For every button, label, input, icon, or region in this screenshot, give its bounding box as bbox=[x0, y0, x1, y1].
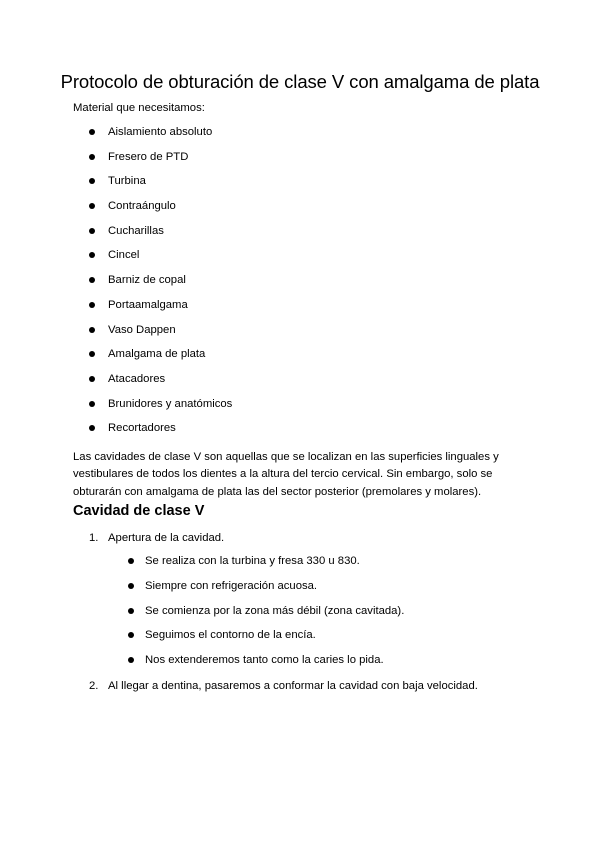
bullet-icon bbox=[89, 351, 95, 357]
step-text: Al llegar a dentina, pasaremos a conformar la cavidad con baja velocidad. bbox=[108, 680, 478, 692]
list-item-text: Atacadores bbox=[108, 372, 166, 385]
list-item bbox=[0, 175, 600, 200]
bullet-icon bbox=[89, 302, 95, 308]
bullet-icon bbox=[89, 425, 95, 431]
list-item bbox=[0, 151, 600, 176]
list-item bbox=[0, 249, 600, 274]
list-item bbox=[0, 398, 600, 423]
list-item-text: Contraángulo bbox=[108, 200, 176, 213]
step-number: 2. bbox=[89, 680, 99, 692]
list-item-text: Seguimos el contorno de la encía. bbox=[145, 629, 316, 642]
list-item bbox=[0, 225, 600, 250]
list-item-text: Turbina bbox=[108, 175, 146, 188]
list-item bbox=[0, 605, 600, 630]
bullet-icon bbox=[89, 203, 95, 209]
bullet-icon bbox=[89, 327, 95, 333]
bullet-icon bbox=[89, 178, 95, 184]
bullet-icon bbox=[89, 401, 95, 407]
list-item bbox=[0, 299, 600, 324]
bullet-icon bbox=[128, 657, 134, 663]
step-number: 1. bbox=[89, 532, 99, 544]
step-text: Apertura de la cavidad. bbox=[108, 532, 225, 544]
list-item-text: Brunidores y anatómicos bbox=[108, 397, 233, 410]
step-sub-list bbox=[0, 555, 600, 679]
bullet-icon bbox=[89, 252, 95, 258]
list-item-text: Siempre con refrigeración acuosa. bbox=[145, 579, 318, 592]
list-item bbox=[0, 629, 600, 654]
list-item bbox=[0, 324, 600, 349]
list-item bbox=[0, 348, 600, 373]
list-item-text: Cincel bbox=[108, 249, 140, 262]
list-item-text: Se comienza por la zona más débil (zona cavitada). bbox=[145, 604, 405, 617]
list-item bbox=[0, 422, 600, 447]
bullet-icon bbox=[89, 277, 95, 283]
materials-list bbox=[0, 126, 600, 447]
bullet-icon bbox=[128, 558, 134, 564]
list-item bbox=[0, 654, 600, 679]
bullet-icon bbox=[128, 583, 134, 589]
list-item-text: Aislamiento absoluto bbox=[108, 126, 213, 138]
bullet-icon bbox=[89, 154, 95, 160]
list-item-text: Vaso Dappen bbox=[108, 323, 176, 336]
list-item bbox=[0, 555, 600, 580]
list-item bbox=[0, 373, 600, 398]
bullet-icon bbox=[89, 376, 95, 382]
page-title: Protocolo de obturación de clase V con amalgama de plata bbox=[60, 71, 540, 92]
bullet-icon bbox=[89, 228, 95, 234]
list-item-text: Fresero de PTD bbox=[108, 150, 189, 163]
list-item-text: Amalgama de plata bbox=[108, 348, 206, 361]
list-item-text: Se realiza con la turbina y fresa 330 u 830. bbox=[145, 555, 360, 567]
list-item bbox=[0, 126, 600, 151]
list-item-text: Cucharillas bbox=[108, 224, 164, 237]
bullet-icon bbox=[128, 608, 134, 614]
list-item-text: Recortadores bbox=[108, 422, 176, 435]
list-item bbox=[0, 274, 600, 299]
section-heading: Cavidad de clase V bbox=[73, 503, 205, 519]
list-item bbox=[0, 200, 600, 225]
list-item bbox=[0, 580, 600, 605]
list-item-text: Barniz de copal bbox=[108, 274, 186, 287]
intro-paragraph: Las cavidades de clase V son aquellas que se localizan en las superficies linguales y vestibulares de todos los dientes a la altura del tercio cervical. Sin embargo, solo se obturarán con amalgama de plata las del sector posterior (premolares y molares). bbox=[73, 451, 499, 498]
list-item-text: Portaamalgama bbox=[108, 298, 188, 311]
bullet-icon bbox=[89, 129, 95, 135]
material-intro: Material que necesitamos: bbox=[73, 102, 205, 114]
list-item-text: Nos extenderemos tanto como la caries lo pida. bbox=[145, 654, 384, 667]
bullet-icon bbox=[128, 632, 134, 638]
